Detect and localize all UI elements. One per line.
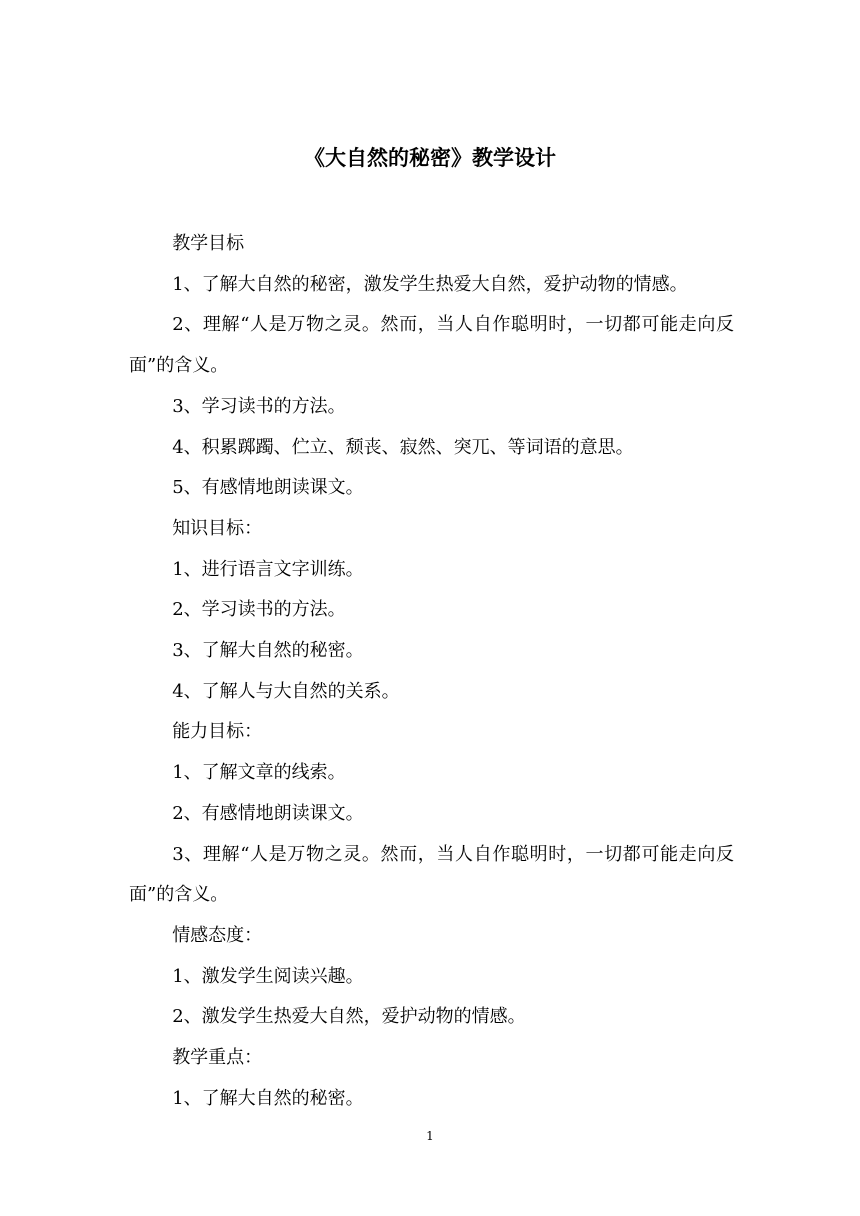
section-heading-ability-goals: 能力目标： [172, 721, 263, 743]
knowledge-item-1: 1、进行语言文字训练。 [172, 558, 364, 580]
section-heading-emotional-attitude: 情感态度： [172, 924, 263, 946]
goal-item-2: 2、理解“人是万物之灵。然而，当人自作聪明时，一切都可能走向反面”的含义。 [129, 314, 734, 377]
attitude-item-2: 2、激发学生热爱大自然，爱护动物的情感。 [172, 1006, 526, 1028]
goal-item-5: 5、有感情地朗读课文。 [172, 477, 364, 499]
section-heading-knowledge-goals: 知识目标： [172, 517, 263, 539]
ability-item-1: 1、了解文章的线索。 [172, 762, 346, 784]
attitude-item-1: 1、激发学生阅读兴趣。 [172, 965, 364, 987]
goal-item-4: 4、积累踯躅、伫立、颓丧、寂然、突兀、等词语的意思。 [172, 436, 634, 458]
focus-item-1: 1、了解大自然的秘密。 [172, 1087, 364, 1109]
document-title: 《大自然的秘密》教学设计 [304, 145, 556, 170]
document-body [129, 224, 734, 1119]
ability-item-2: 2、有感情地朗读课文。 [172, 802, 364, 824]
goal-item-1: 1、了解大自然的秘密，激发学生热爱大自然，爱护动物的情感。 [172, 273, 688, 295]
section-heading-teaching-goals: 教学目标 [172, 233, 245, 254]
ability-item-3: 3、理解“人是万物之灵。然而，当人自作聪明时，一切都可能走向反面”的含义。 [129, 843, 734, 906]
section-heading-teaching-focus: 教学重点： [172, 1047, 263, 1069]
knowledge-item-4: 4、了解人与大自然的关系。 [172, 680, 400, 702]
goal-item-3: 3、学习读书的方法。 [172, 395, 346, 417]
page-number: 1 [426, 1129, 434, 1143]
knowledge-item-2: 2、学习读书的方法。 [172, 599, 346, 621]
knowledge-item-3: 3、了解大自然的秘密。 [172, 640, 364, 662]
